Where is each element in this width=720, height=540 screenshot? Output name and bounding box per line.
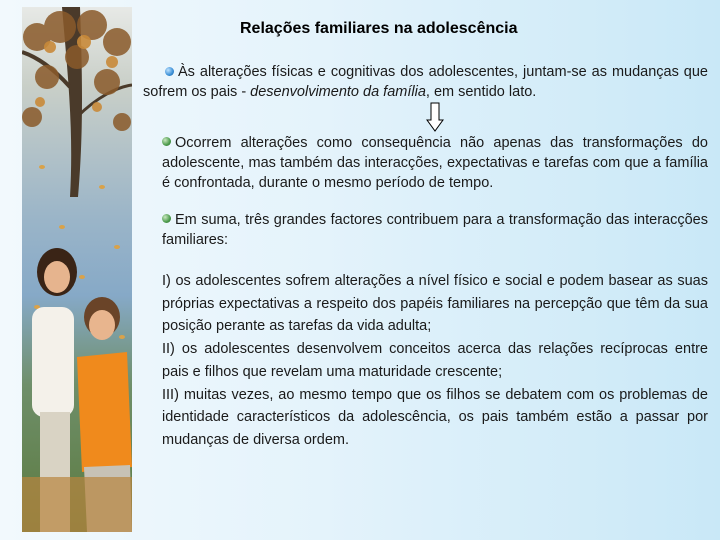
green-bullet-icon <box>162 137 171 146</box>
paragraph1-emphasis: desenvolvimento da família <box>250 84 426 100</box>
paragraph-summary <box>162 210 708 250</box>
paragraph1-before: Às alterações físicas e cognitivas dos adolescentes, juntam-se as mudanças que sofrem os pais - <box>143 64 708 100</box>
green-bullet-icon <box>162 214 171 223</box>
down-arrow-icon <box>426 102 444 132</box>
paragraph2-text: Ocorrem alterações como consequência não apenas das transformações do adolescente, mas também das interacções, expectativas e tarefas com que a família é confrontada, durante o mesmo período de tempo. <box>162 135 708 191</box>
children-autumn-leaves-photo <box>22 7 132 532</box>
factors-list <box>162 270 708 452</box>
photo-illustration <box>22 7 132 532</box>
paragraph3-text: Em suma, três grandes factores contribuem para a transformação das interacções familiares: <box>162 212 708 248</box>
paragraph-parents-changes <box>143 62 708 102</box>
blue-bullet-icon <box>165 67 174 76</box>
slide-title: Relações familiares na adolescência <box>240 20 518 37</box>
factor-item: III) muitas vezes, ao mesmo tempo que os filhos se debatem com os problemas de identidade característicos da adolescência, os pais também estão a passar por mudanças de diversa ordem. <box>162 386 708 448</box>
factor-item: I) os adolescentes sofrem alterações a nível físico e social e podem basear as suas próprias expectativas a respeito dos papéis familiares na percepção que têm da sua posição perante as tarefas da vida adulta; <box>162 273 708 335</box>
factor-item: II) os adolescentes desenvolvem conceitos acerca das relações recíprocas entre pais e filhos que revelam uma maturidade crescente; <box>162 341 708 380</box>
paragraph-interactions <box>162 133 708 193</box>
paragraph1-after: , em sentido lato. <box>425 84 537 100</box>
